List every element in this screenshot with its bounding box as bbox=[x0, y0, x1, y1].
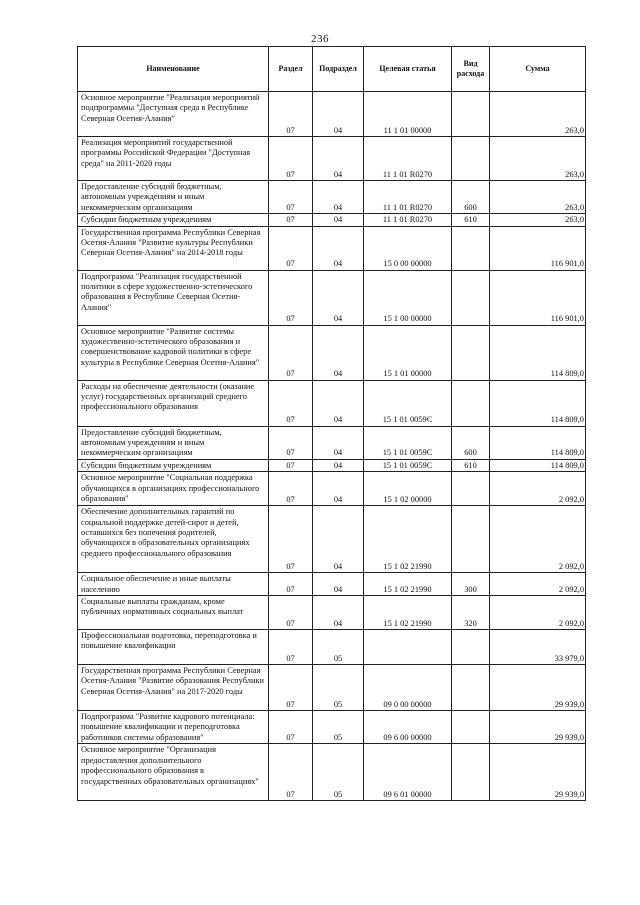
row-summa: 2 092,0 bbox=[490, 506, 586, 573]
row-podrazdel: 04 bbox=[313, 325, 364, 380]
row-vid: 600 bbox=[452, 181, 490, 214]
row-summa: 116 901,0 bbox=[490, 270, 586, 325]
row-razdel: 07 bbox=[269, 506, 313, 573]
row-statya: 09 6 01 00000 bbox=[364, 744, 452, 801]
row-vid bbox=[452, 137, 490, 181]
row-name: Подпрограмма "Развитие кадрового потенциала: повышение квалификации и переподготовка работников системы образования" bbox=[78, 711, 269, 744]
row-vid bbox=[452, 665, 490, 711]
row-razdel: 07 bbox=[269, 137, 313, 181]
row-vid: 320 bbox=[452, 596, 490, 630]
row-razdel: 07 bbox=[269, 214, 313, 226]
row-razdel: 07 bbox=[269, 426, 313, 459]
row-name: Государственная программа Республики Северная Осетия-Алания "Развитие культуры Республики Северная Осетия-Алания" на 2014-2018 годы bbox=[78, 226, 269, 270]
row-statya: 15 1 01 0059С bbox=[364, 380, 452, 426]
budget-table bbox=[77, 46, 586, 801]
header-podrazdel: Подраздел bbox=[313, 47, 364, 92]
table-row bbox=[78, 459, 586, 471]
row-razdel: 07 bbox=[269, 744, 313, 801]
row-summa: 2 092,0 bbox=[490, 472, 586, 506]
row-podrazdel: 04 bbox=[313, 506, 364, 573]
row-razdel: 07 bbox=[269, 472, 313, 506]
header-name: Наименование bbox=[78, 47, 269, 92]
row-vid bbox=[452, 226, 490, 270]
row-podrazdel: 04 bbox=[313, 596, 364, 630]
row-name: Основное мероприятие "Реализация мероприятий подпрограммы "Доступная среда в Республике Северная Осетия-Алания" bbox=[78, 92, 269, 137]
row-vid bbox=[452, 744, 490, 801]
row-summa: 263,0 bbox=[490, 181, 586, 214]
row-statya: 11 1 01 R0270 bbox=[364, 137, 452, 181]
row-statya: 15 1 02 00000 bbox=[364, 472, 452, 506]
row-name: Социальное обеспечение и иные выплаты населению bbox=[78, 573, 269, 596]
row-podrazdel: 04 bbox=[313, 226, 364, 270]
row-summa: 114 809,0 bbox=[490, 426, 586, 459]
table-row bbox=[78, 380, 586, 426]
row-vid bbox=[452, 325, 490, 380]
row-razdel: 07 bbox=[269, 665, 313, 711]
row-vid: 600 bbox=[452, 426, 490, 459]
row-razdel: 07 bbox=[269, 380, 313, 426]
row-podrazdel: 04 bbox=[313, 472, 364, 506]
header-statya: Целевая статья bbox=[364, 47, 452, 92]
row-podrazdel: 05 bbox=[313, 630, 364, 665]
table-row bbox=[78, 506, 586, 573]
row-statya: 15 1 01 0059С bbox=[364, 459, 452, 471]
row-podrazdel: 04 bbox=[313, 573, 364, 596]
row-podrazdel: 04 bbox=[313, 214, 364, 226]
row-podrazdel: 04 bbox=[313, 380, 364, 426]
table-row bbox=[78, 573, 586, 596]
table-row bbox=[78, 181, 586, 214]
row-summa: 33 979,0 bbox=[490, 630, 586, 665]
row-name: Предоставление субсидий бюджетным, автономным учреждениям и иным некоммерческим организациям bbox=[78, 426, 269, 459]
row-summa: 263,0 bbox=[490, 92, 586, 137]
row-vid bbox=[452, 92, 490, 137]
row-statya: 15 1 00 00000 bbox=[364, 270, 452, 325]
row-summa: 263,0 bbox=[490, 214, 586, 226]
row-podrazdel: 04 bbox=[313, 137, 364, 181]
row-name: Подпрограмма "Реализация государственной политики в сфере художественно-эстетического образования в Республике Северная Осетия-Алания" bbox=[78, 270, 269, 325]
table-row bbox=[78, 472, 586, 506]
row-razdel: 07 bbox=[269, 573, 313, 596]
row-name: Профессиональная подготовка, переподготовка и повышение квалификации bbox=[78, 630, 269, 665]
row-razdel: 07 bbox=[269, 226, 313, 270]
row-razdel: 07 bbox=[269, 459, 313, 471]
row-vid bbox=[452, 380, 490, 426]
table-row bbox=[78, 744, 586, 801]
row-name: Субсидии бюджетным учреждениям bbox=[78, 214, 269, 226]
row-statya: 15 1 01 00000 bbox=[364, 325, 452, 380]
row-name: Основное мероприятие "Организация предоставления дополнительного профессионального образования в государственных образовательных организациях" bbox=[78, 744, 269, 801]
row-statya: 11 1 01 00000 bbox=[364, 92, 452, 137]
page-number: 236 bbox=[311, 33, 329, 45]
row-razdel: 07 bbox=[269, 711, 313, 744]
table-row bbox=[78, 426, 586, 459]
table-row bbox=[78, 137, 586, 181]
row-statya: 09 0 00 00000 bbox=[364, 665, 452, 711]
row-summa: 114 809,0 bbox=[490, 380, 586, 426]
row-podrazdel: 04 bbox=[313, 92, 364, 137]
row-statya: 11 1 01 R0270 bbox=[364, 181, 452, 214]
row-vid bbox=[452, 711, 490, 744]
row-statya: 15 1 02 21990 bbox=[364, 506, 452, 573]
row-name: Предоставление субсидий бюджетным, автономным учреждениям и иным некоммерческим организациям bbox=[78, 181, 269, 214]
row-podrazdel: 04 bbox=[313, 426, 364, 459]
table-row bbox=[78, 226, 586, 270]
header-summa: Сумма bbox=[490, 47, 586, 92]
table-row bbox=[78, 214, 586, 226]
row-statya: 15 1 02 21990 bbox=[364, 596, 452, 630]
table-header-row bbox=[78, 47, 586, 92]
row-name: Государственная программа Республики Северная Осетия-Алания "Развитие образования Республики Северная Осетия-Алания" на 2017-2020 годы bbox=[78, 665, 269, 711]
row-statya bbox=[364, 630, 452, 665]
table-row bbox=[78, 596, 586, 630]
row-razdel: 07 bbox=[269, 92, 313, 137]
row-summa: 29 939,0 bbox=[490, 744, 586, 801]
row-name: Основное мероприятие "Социальная поддержка обучающихся в организациях профессионального образования" bbox=[78, 472, 269, 506]
row-podrazdel: 04 bbox=[313, 459, 364, 471]
row-name: Расходы на обеспечение деятельности (оказание услуг) государственных организаций среднего профессионального образования bbox=[78, 380, 269, 426]
row-name: Субсидии бюджетным учреждениям bbox=[78, 459, 269, 471]
row-razdel: 07 bbox=[269, 270, 313, 325]
table-row bbox=[78, 325, 586, 380]
table-row bbox=[78, 92, 586, 137]
row-podrazdel: 05 bbox=[313, 744, 364, 801]
row-statya: 15 1 02 21990 bbox=[364, 573, 452, 596]
row-podrazdel: 04 bbox=[313, 270, 364, 325]
row-statya: 15 1 01 0059С bbox=[364, 426, 452, 459]
table-row bbox=[78, 270, 586, 325]
table-row bbox=[78, 711, 586, 744]
row-vid: 610 bbox=[452, 459, 490, 471]
row-razdel: 07 bbox=[269, 325, 313, 380]
row-podrazdel: 05 bbox=[313, 711, 364, 744]
table-row bbox=[78, 665, 586, 711]
row-summa: 2 092,0 bbox=[490, 596, 586, 630]
row-statya: 15 0 00 00000 bbox=[364, 226, 452, 270]
row-vid: 300 bbox=[452, 573, 490, 596]
row-vid bbox=[452, 506, 490, 573]
row-podrazdel: 05 bbox=[313, 665, 364, 711]
row-summa: 29 939,0 bbox=[490, 665, 586, 711]
row-statya: 11 1 01 R0270 bbox=[364, 214, 452, 226]
row-summa: 2 092,0 bbox=[490, 573, 586, 596]
header-razdel: Раздел bbox=[269, 47, 313, 92]
row-vid bbox=[452, 472, 490, 506]
row-razdel: 07 bbox=[269, 181, 313, 214]
row-vid: 610 bbox=[452, 214, 490, 226]
row-podrazdel: 04 bbox=[313, 181, 364, 214]
header-vid: Вид расхода bbox=[452, 47, 490, 92]
row-name: Реализация мероприятий государственной программы Российской Федерации "Доступная среда" на 2011-2020 годы bbox=[78, 137, 269, 181]
row-vid bbox=[452, 630, 490, 665]
row-name: Основное мероприятие "Развитие системы художественно-эстетического образования и совершенствование кадровой политики в сфере культуры в Республике Северная Осетия-Алания" bbox=[78, 325, 269, 380]
row-name: Социальные выплаты гражданам, кроме публичных нормативных социальных выплат bbox=[78, 596, 269, 630]
row-summa: 116 901,0 bbox=[490, 226, 586, 270]
row-summa: 263,0 bbox=[490, 137, 586, 181]
table-row bbox=[78, 630, 586, 665]
row-vid bbox=[452, 270, 490, 325]
row-summa: 114 809,0 bbox=[490, 459, 586, 471]
row-name: Обеспечение дополнительных гарантий по социальной поддержке детей-сирот и детей, оставшихся без попечения родителей, обучающихся в образовательных организациях среднего профессионального образования bbox=[78, 506, 269, 573]
row-statya: 09 6 00 00000 bbox=[364, 711, 452, 744]
row-razdel: 07 bbox=[269, 596, 313, 630]
row-summa: 29 939,0 bbox=[490, 711, 586, 744]
row-summa: 114 809,0 bbox=[490, 325, 586, 380]
row-razdel: 07 bbox=[269, 630, 313, 665]
